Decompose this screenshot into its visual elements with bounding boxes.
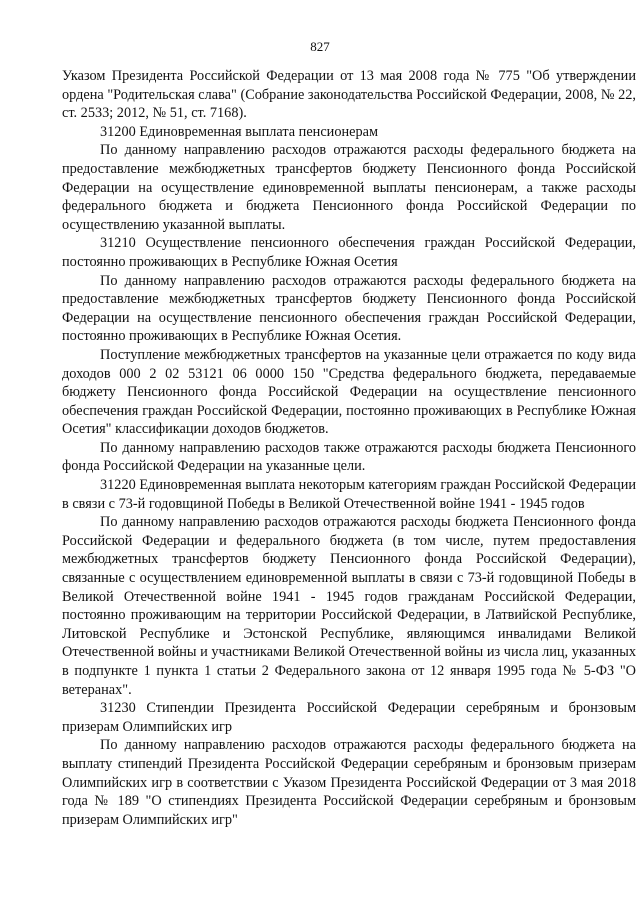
paragraph: Поступление межбюджетных трансфертов на указанные цели отражается по коду вида доходов 000 2 02 53121 06 0000 150 "Средства федерального бюджета, передаваемые бюджету Пенсионного фонда Российской Федерации на осуществление пенсионного обеспечения граждан Российской Федерации, постоянно проживающих в Республике Южная Осетия" классификации доходов бюджетов. bbox=[62, 346, 636, 438]
paragraph: По данному направлению расходов отражаются расходы федерального бюджета на предоставление межбюджетных трансфертов бюджету Пенсионного фонда Российской Федерации на осуществление единовременной выплаты пенсионерам, а также расходы федерального бюджета и бюджета Пенсионного фонда Российской Федерации по осуществлению указанной выплаты. bbox=[62, 142, 636, 233]
paragraph: 31230 Стипендии Президента Российской Федерации серебряным и бронзовым призерам Олимпийских игр bbox=[62, 700, 636, 735]
page-number: 827 bbox=[310, 39, 330, 54]
paragraph: 31200 Единовременная выплата пенсионерам bbox=[100, 123, 379, 140]
paragraph: 31220 Единовременная выплата некоторым категориям граждан Российской Федерации в связи с 73-й годовщиной Победы в Великой Отечественной войне 1941 - 1945 годов bbox=[62, 477, 637, 512]
document-body bbox=[62, 67, 636, 829]
paragraph: По данному направлению расходов отражаются расходы бюджета Пенсионного фонда Российской Федерации и федерального бюджета (в том числе, путем предоставления межбюджетных трансфертов бюджету Пенсионного фонда Российской Федерации), связанные с осуществлением единовременной выплаты в связи с 73-й годовщиной Победы в Великой Отечественной войне 1941 - 1945 годов гражданам Российской Федерации, постоянно проживающим на территории Российской Федерации, в Латвийской Республике, Литовской Республике и Эстонской Республике, являющимся инвалидами Великой Отечественной войны и участниками Великой Отечественной войны из числа лиц, указанных в подпункте 1 пункта 1 статьи 2 Федерального закона от 12 января 1995 года № 5-ФЗ "О ветеранах". bbox=[62, 514, 636, 698]
paragraph: Указом Президента Российской Федерации от 13 мая 2008 года № 775 "Об утверждении ордена "Родительская слава" (Собрание законодательства Российской Федерации, 2008, № 22, ст. 2533; 2012, № 51, ст. 7168). bbox=[62, 68, 636, 122]
paragraph: По данному направлению расходов отражаются расходы федерального бюджета на выплату стипендий Президента Российской Федерации серебряным и бронзовым призерам Олимпийских игр в соответствии с Указом Президента Российской Федерации от 3 мая 2018 года № 189 "О стипендиях Президента Российской Федерации серебряным и бронзовым призерам Олимпийских игр" bbox=[62, 737, 636, 828]
paragraph: По данному направлению расходов также отражаются расходы бюджета Пенсионного фонда Российской Федерации на указанные цели. bbox=[62, 439, 636, 475]
paragraph: По данному направлению расходов отражаются расходы федерального бюджета на предоставление межбюджетных трансфертов бюджету Пенсионного фонда Российской Федерации на осуществление пенсионного обеспечения граждан Российской Федерации, постоянно проживающих в Республике Южная Осетия. bbox=[62, 272, 636, 345]
paragraph: 31210 Осуществление пенсионного обеспечения граждан Российской Федерации, постоянно проживающих в Республике Южная Осетия bbox=[62, 235, 636, 270]
